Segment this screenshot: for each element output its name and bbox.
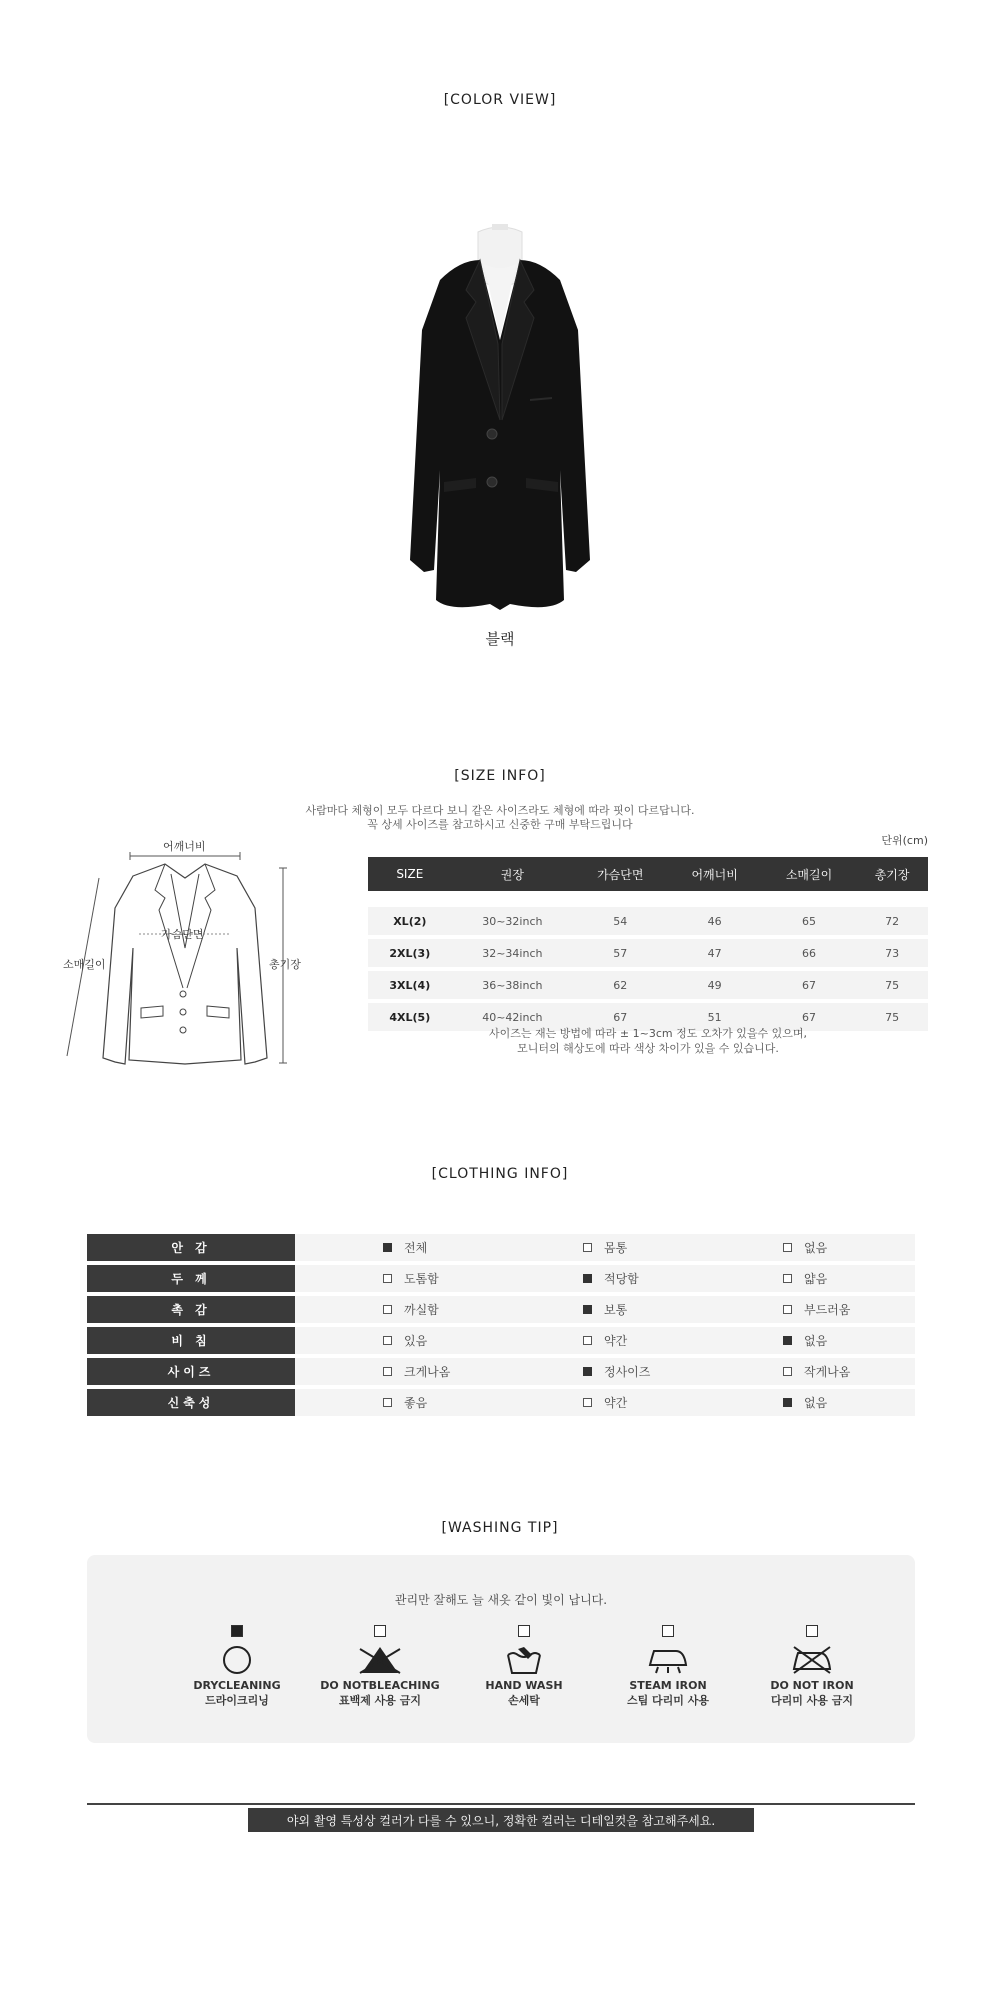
wash-checkbox	[231, 1625, 243, 1637]
hand-wash-icon	[454, 1645, 594, 1675]
steam-iron-icon	[598, 1645, 738, 1675]
wash-item-steam-iron	[598, 1625, 738, 1708]
checked-box-icon	[583, 1274, 592, 1283]
wash-checkbox	[518, 1625, 530, 1637]
diagram-shoulder-label: 어깨너비	[163, 840, 206, 853]
unchecked-box-icon	[783, 1305, 792, 1314]
header-length: 총기장	[856, 857, 928, 891]
size-note-line2: 꼭 상세 사이즈를 참고하시고 신중한 구매 부탁드립니다	[367, 818, 633, 831]
cell-shoulder: 47	[667, 939, 761, 967]
cell-chest: 62	[573, 971, 667, 999]
washing-intro: 관리만 잘해도 늘 새옷 같이 빛이 납니다.	[394, 1593, 608, 1607]
clothing-info-label: 두 께	[87, 1265, 295, 1292]
diagram-length-label: 총기장	[269, 958, 301, 971]
cell-chest: 67	[573, 1003, 667, 1031]
clothing-info-label: 촉 감	[87, 1296, 295, 1323]
wash-label-en: HAND WASH	[485, 1679, 563, 1692]
cell-recommend: 30~32inch	[452, 907, 573, 935]
size-table	[368, 853, 928, 1035]
cell-chest: 57	[573, 939, 667, 967]
footer-notice: 야외 촬영 특성상 컬러가 다를 수 있으니, 정확한 컬러는 디테일컷을 참고해주세요.	[248, 1808, 754, 1832]
clothing-info-option	[383, 1265, 439, 1292]
header-size: SIZE	[368, 857, 452, 891]
option-label: 없음	[804, 1334, 828, 1348]
cell-recommend: 36~38inch	[452, 971, 573, 999]
clothing-info-option	[583, 1358, 650, 1385]
diagram-sleeve-label: 소매길이	[63, 958, 106, 971]
unchecked-box-icon	[583, 1243, 592, 1252]
clothing-info-label: 신축성	[87, 1389, 295, 1416]
header-chest: 가슴단면	[573, 857, 667, 891]
table-row	[368, 971, 928, 999]
cell-size: 4XL(5)	[368, 1003, 452, 1031]
wash-checkbox	[374, 1625, 386, 1637]
clothing-info-options	[295, 1296, 915, 1323]
cell-sleeve: 67	[762, 971, 856, 999]
option-label: 크게나옴	[404, 1365, 451, 1379]
unchecked-box-icon	[583, 1336, 592, 1345]
cell-shoulder: 51	[667, 1003, 761, 1031]
clothing-info-option	[783, 1296, 850, 1323]
cell-recommend: 40~42inch	[452, 1003, 573, 1031]
wash-label-ko: 다리미 사용 금지	[770, 1694, 854, 1707]
clothing-info-options	[295, 1234, 915, 1261]
option-label: 도톰함	[404, 1272, 439, 1286]
option-label: 얇음	[804, 1272, 828, 1286]
wash-label-en: DO NOTBLEACHING	[320, 1679, 440, 1692]
clothing-info-option	[383, 1234, 427, 1261]
wash-label-en: DO NOT IRON	[770, 1679, 854, 1692]
option-label: 없음	[804, 1241, 828, 1255]
size-footnote-line1: 사이즈는 재는 방법에 따라 ± 1~3cm 정도 오차가 있을수 있으며,	[489, 1027, 807, 1040]
washing-tip-title: [WASHING TIP]	[441, 1520, 559, 1536]
wash-checkbox	[662, 1625, 674, 1637]
size-footnote-line2: 모니터의 해상도에 따라 색상 차이가 있을 수 있습니다.	[517, 1042, 779, 1055]
clothing-info-option	[583, 1389, 627, 1416]
checked-box-icon	[583, 1367, 592, 1376]
cell-size: 2XL(3)	[368, 939, 452, 967]
cell-shoulder: 46	[667, 907, 761, 935]
unchecked-box-icon	[383, 1336, 392, 1345]
option-label: 전체	[404, 1241, 428, 1255]
wash-label-en: STEAM IRON	[629, 1679, 707, 1692]
cell-sleeve: 67	[762, 1003, 856, 1031]
clothing-info-options	[295, 1327, 915, 1354]
unit-label: 단위(cm)	[881, 834, 928, 847]
dryclean-icon	[167, 1645, 307, 1675]
color-view-title: [COLOR VIEW]	[443, 92, 557, 108]
clothing-info-option	[783, 1358, 850, 1385]
cell-size: 3XL(4)	[368, 971, 452, 999]
option-label: 약간	[604, 1396, 628, 1410]
option-label: 적당함	[604, 1272, 639, 1286]
option-label: 보통	[604, 1303, 628, 1317]
footer-divider	[87, 1803, 915, 1805]
option-label: 정사이즈	[604, 1365, 651, 1379]
cell-length: 72	[856, 907, 928, 935]
clothing-info-row	[87, 1358, 915, 1385]
clothing-info-options	[295, 1265, 915, 1292]
unchecked-box-icon	[383, 1367, 392, 1376]
header-sleeve: 소매길이	[762, 857, 856, 891]
unchecked-box-icon	[783, 1274, 792, 1283]
checked-box-icon	[383, 1243, 392, 1252]
size-table-header	[368, 857, 928, 891]
clothing-info-option	[783, 1234, 827, 1261]
option-label: 몸통	[604, 1241, 628, 1255]
clothing-info-option	[583, 1265, 639, 1292]
clothing-info-label: 사이즈	[87, 1358, 295, 1385]
cell-length: 75	[856, 971, 928, 999]
size-note-line1: 사람마다 체형이 모두 다르다 보니 같은 사이즈라도 체형에 따라 핏이 다르답니다.	[305, 804, 695, 817]
clothing-info-option	[783, 1389, 827, 1416]
checked-box-icon	[783, 1398, 792, 1407]
clothing-info-row	[87, 1327, 915, 1354]
no-bleach-icon	[310, 1645, 450, 1675]
clothing-info-option	[383, 1389, 427, 1416]
clothing-info-row	[87, 1389, 915, 1416]
option-label: 작게나옴	[804, 1365, 851, 1379]
cell-length: 75	[856, 1003, 928, 1031]
header-recommend: 권장	[452, 857, 573, 891]
clothing-info-row	[87, 1296, 915, 1323]
wash-item-no-bleach	[310, 1625, 450, 1708]
cell-sleeve: 66	[762, 939, 856, 967]
cell-sleeve: 65	[762, 907, 856, 935]
wash-item-no-iron	[742, 1625, 882, 1708]
clothing-info-label: 안 감	[87, 1234, 295, 1261]
option-label: 약간	[604, 1334, 628, 1348]
wash-label-ko: 표백제 사용 금지	[338, 1694, 422, 1707]
cell-recommend: 32~34inch	[452, 939, 573, 967]
option-label: 부드러움	[804, 1303, 851, 1317]
clothing-info-label: 비 침	[87, 1327, 295, 1354]
unchecked-box-icon	[783, 1367, 792, 1376]
clothing-info-title: [CLOTHING INFO]	[431, 1166, 569, 1182]
wash-label-ko: 스팀 다리미 사용	[626, 1694, 710, 1707]
size-info-title: [SIZE INFO]	[454, 768, 546, 784]
clothing-info-row	[87, 1234, 915, 1261]
jacket-photo	[380, 220, 620, 620]
washing-panel	[87, 1555, 915, 1743]
unchecked-box-icon	[783, 1243, 792, 1252]
clothing-info-option	[583, 1234, 627, 1261]
diagram-chest-label: 가슴단면	[161, 928, 204, 941]
unchecked-box-icon	[383, 1274, 392, 1283]
clothing-info-options	[295, 1389, 915, 1416]
option-label: 좋음	[404, 1396, 428, 1410]
clothing-info-option	[583, 1296, 627, 1323]
clothing-info-options	[295, 1358, 915, 1385]
size-diagram	[55, 838, 325, 1073]
cell-chest: 54	[573, 907, 667, 935]
clothing-info-row	[87, 1265, 915, 1292]
table-row	[368, 907, 928, 935]
clothing-info-option	[383, 1296, 439, 1323]
option-label: 있음	[404, 1334, 428, 1348]
wash-label-ko: 손세탁	[508, 1694, 540, 1707]
clothing-info-option	[383, 1327, 427, 1354]
clothing-info-option	[783, 1327, 827, 1354]
clothing-info-option	[583, 1327, 627, 1354]
wash-label-en: DRYCLEANING	[193, 1679, 281, 1692]
table-row	[368, 939, 928, 967]
checked-box-icon	[783, 1336, 792, 1345]
unchecked-box-icon	[583, 1398, 592, 1407]
unchecked-box-icon	[383, 1398, 392, 1407]
no-iron-icon	[742, 1645, 882, 1675]
unchecked-box-icon	[383, 1305, 392, 1314]
cell-shoulder: 49	[667, 971, 761, 999]
cell-size: XL(2)	[368, 907, 452, 935]
clothing-info-option	[383, 1358, 450, 1385]
option-label: 까실함	[404, 1303, 439, 1317]
clothing-info-option	[783, 1265, 827, 1292]
wash-label-ko: 드라이크리닝	[205, 1694, 269, 1707]
header-shoulder: 어깨너비	[667, 857, 761, 891]
wash-item-drycleaning	[167, 1625, 307, 1708]
color-name: 블랙	[485, 630, 515, 648]
wash-item-hand-wash	[454, 1625, 594, 1708]
checked-box-icon	[583, 1305, 592, 1314]
wash-checkbox	[806, 1625, 818, 1637]
cell-length: 73	[856, 939, 928, 967]
option-label: 없음	[804, 1396, 828, 1410]
